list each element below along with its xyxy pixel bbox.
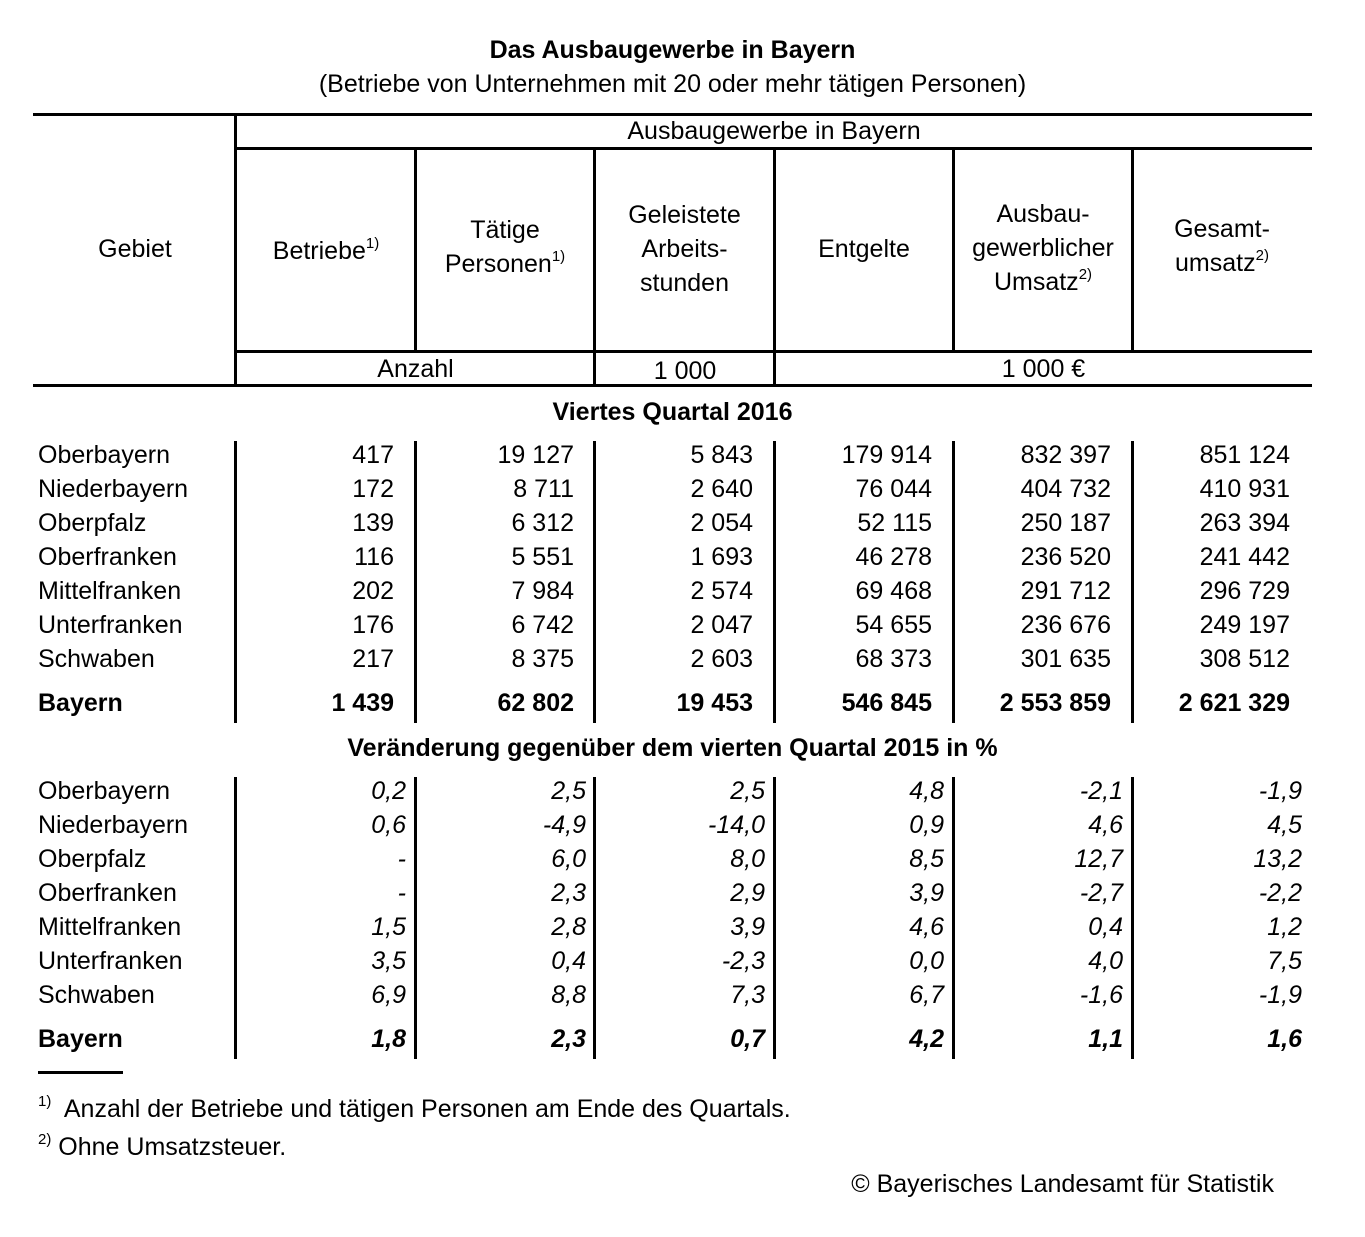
footnote-2-text: Ohne Umsatzsteuer. xyxy=(58,1133,287,1161)
row-region-name: Oberfranken xyxy=(38,543,177,571)
table-cell: 19 453 xyxy=(676,689,753,717)
table-cell: 2 553 859 xyxy=(999,689,1111,717)
table-row-total xyxy=(0,686,1365,720)
table-cell: 172 xyxy=(352,475,394,503)
header-gesamtumsatz xyxy=(1133,212,1311,280)
table-row xyxy=(0,910,1365,944)
header-gebiet: Gebiet xyxy=(98,235,172,263)
header-betriebe-label: Betriebe xyxy=(272,237,366,265)
footnote-ref-2b: 2) xyxy=(1255,247,1269,264)
footnote-2 xyxy=(38,1133,286,1162)
table-cell: 4,2 xyxy=(909,1025,944,1053)
table-cell: 241 442 xyxy=(1199,543,1290,571)
table-cell: 1 693 xyxy=(690,543,753,571)
table-cell: 68 373 xyxy=(855,645,932,673)
table-cell: 3,9 xyxy=(730,913,765,941)
table-cell: -2,1 xyxy=(1079,777,1123,805)
table-cell: 4,5 xyxy=(1267,811,1302,839)
header-arbeitsstunden-l3: stunden xyxy=(640,269,729,297)
table-cell: 179 914 xyxy=(841,441,932,469)
copyright: © Bayerisches Landesamt für Statistik xyxy=(851,1170,1274,1198)
table-cell: 5 551 xyxy=(511,543,574,571)
footnote-1-mark: 1) xyxy=(38,1093,52,1110)
table-cell: 2 574 xyxy=(690,577,753,605)
table-cell: 4,6 xyxy=(909,913,944,941)
row-region-name: Oberpfalz xyxy=(38,509,147,537)
table-cell: 4,0 xyxy=(1088,947,1123,975)
table-title: Das Ausbaugewerbe in Bayern xyxy=(489,36,856,64)
table-cell: 236 676 xyxy=(1020,611,1111,639)
row-region-name: Mittelfranken xyxy=(38,913,182,941)
table-cell: 296 729 xyxy=(1199,577,1290,605)
table-row xyxy=(0,876,1365,910)
table-cell: 832 397 xyxy=(1020,441,1111,469)
table-row xyxy=(0,472,1365,506)
table-cell: 410 931 xyxy=(1199,475,1290,503)
table-cell: -4,9 xyxy=(542,811,586,839)
table-cell: 2,5 xyxy=(551,777,586,805)
table-cell: 291 712 xyxy=(1020,577,1111,605)
row-region-name: Niederbayern xyxy=(38,811,189,839)
table-cell: -1,6 xyxy=(1079,981,1123,1009)
table-cell: 1 439 xyxy=(331,689,394,717)
header-ausbau-umsatz xyxy=(954,197,1132,299)
table-cell: 13,2 xyxy=(1253,845,1302,873)
table-cell: 2,5 xyxy=(730,777,765,805)
table-cell: 176 xyxy=(352,611,394,639)
header-arbeitsstunden-l2: Arbeits- xyxy=(641,235,728,263)
table-cell: 0,0 xyxy=(909,947,944,975)
table-cell: 5 843 xyxy=(690,441,753,469)
footnote-ref-1: 1) xyxy=(365,235,380,252)
row-region-name: Oberfranken xyxy=(38,879,177,907)
unit-anzahl: Anzahl xyxy=(377,355,454,383)
footnote-ref-2: 2) xyxy=(1078,266,1093,283)
section1-heading: Viertes Quartal 2016 xyxy=(552,398,793,426)
table-cell: 0,4 xyxy=(1088,913,1123,941)
header-ausbau-l2: gewerblicher xyxy=(972,234,1114,262)
row-region-name: Oberpfalz xyxy=(38,845,147,873)
table-row xyxy=(0,438,1365,472)
header-entgelte: Entgelte xyxy=(818,235,910,263)
row-region-name: Bayern xyxy=(38,689,123,717)
table-cell: 1,2 xyxy=(1267,913,1302,941)
row-region-name: Niederbayern xyxy=(38,475,189,503)
table-cell: 2 621 329 xyxy=(1178,689,1290,717)
table-cell: -2,3 xyxy=(721,947,765,975)
table-cell: 2 640 xyxy=(690,475,753,503)
table-row xyxy=(0,978,1365,1012)
table-cell: 404 732 xyxy=(1020,475,1111,503)
row-region-name: Oberbayern xyxy=(38,777,171,805)
table-cell: 62 802 xyxy=(497,689,574,717)
table-cell: 0,4 xyxy=(551,947,586,975)
table-cell: 308 512 xyxy=(1199,645,1290,673)
table-cell: 139 xyxy=(352,509,394,537)
table-cell: 0,9 xyxy=(909,811,944,839)
table-cell: 2,9 xyxy=(730,879,765,907)
table-cell: 202 xyxy=(352,577,394,605)
table-cell: 249 197 xyxy=(1199,611,1290,639)
footnote-1 xyxy=(38,1095,791,1124)
table-cell: 8,8 xyxy=(551,981,586,1009)
footnote-rule xyxy=(38,1071,123,1074)
table-cell: 1,5 xyxy=(371,913,406,941)
table-row-total xyxy=(0,1022,1365,1056)
table-cell: 4,6 xyxy=(1088,811,1123,839)
row-region-name: Unterfranken xyxy=(38,947,183,975)
table-row xyxy=(0,608,1365,642)
table-cell: 52 115 xyxy=(857,509,932,537)
table-cell: 6 312 xyxy=(511,509,574,537)
header-taetige-l2: Personen xyxy=(444,250,552,278)
table-cell: 4,8 xyxy=(909,777,944,805)
table-cell: -14,0 xyxy=(708,811,765,839)
table-cell: 116 xyxy=(354,543,394,571)
table-cell: 8,5 xyxy=(909,845,944,873)
table-cell: 1,6 xyxy=(1267,1025,1302,1053)
table-row xyxy=(0,574,1365,608)
table-cell: 1,8 xyxy=(371,1025,406,1053)
unit-euro: 1 000 € xyxy=(1001,355,1086,383)
table-cell: 76 044 xyxy=(855,475,932,503)
table-row xyxy=(0,506,1365,540)
table-cell: - xyxy=(397,879,406,907)
table-cell: 0,6 xyxy=(371,811,406,839)
unit-thousand: 1 000 xyxy=(653,357,717,385)
table-cell: 2,8 xyxy=(551,913,586,941)
table-cell: 6,7 xyxy=(909,981,944,1009)
table-cell: 6,9 xyxy=(371,981,406,1009)
table-cell: 3,9 xyxy=(909,879,944,907)
table-cell: 301 635 xyxy=(1020,645,1111,673)
table-cell: 0,2 xyxy=(371,777,406,805)
header-gesamt-l1: Gesamt- xyxy=(1174,215,1270,243)
table-cell: 54 655 xyxy=(855,611,932,639)
table-cell: 236 520 xyxy=(1020,543,1111,571)
table-cell: 2,3 xyxy=(551,1025,586,1053)
table-row xyxy=(0,944,1365,978)
table-cell: 7,3 xyxy=(730,981,765,1009)
table-cell: -1,9 xyxy=(1258,981,1302,1009)
table-cell: -2,7 xyxy=(1079,879,1123,907)
table-cell: -1,9 xyxy=(1258,777,1302,805)
row-region-name: Schwaben xyxy=(38,981,155,1009)
footnote-1-text: Anzahl der Betriebe und tätigen Personen am Ende des Quartals. xyxy=(63,1095,791,1123)
table-cell: 12,7 xyxy=(1074,845,1123,873)
table-cell: 7 984 xyxy=(511,577,574,605)
table-cell: 8,0 xyxy=(730,845,765,873)
header-betriebe xyxy=(236,234,416,268)
table-cell: 1,1 xyxy=(1088,1025,1123,1053)
table-cell: 250 187 xyxy=(1020,509,1111,537)
row-region-name: Unterfranken xyxy=(38,611,183,639)
table-subtitle: (Betriebe von Unternehmen mit 20 oder mehr tätigen Personen) xyxy=(318,70,1027,98)
table-cell: 6,0 xyxy=(551,845,586,873)
table-cell: 217 xyxy=(352,645,394,673)
table-cell: 3,5 xyxy=(371,947,406,975)
table-cell: 8 711 xyxy=(513,475,574,503)
table-cell: 6 742 xyxy=(511,611,574,639)
table-cell: 8 375 xyxy=(511,645,574,673)
header-arbeitsstunden xyxy=(595,198,774,300)
header-ausbau-l1: Ausbau- xyxy=(996,200,1090,228)
table-cell: 2 047 xyxy=(690,611,753,639)
table-row xyxy=(0,642,1365,676)
header-taetige-personen xyxy=(416,213,594,281)
header-gesamt-l2: umsatz xyxy=(1175,249,1256,277)
section2-heading: Veränderung gegenüber dem vierten Quartal 2015 in % xyxy=(347,734,998,762)
table-cell: 2,3 xyxy=(551,879,586,907)
table-cell: 7,5 xyxy=(1267,947,1302,975)
row-region-name: Schwaben xyxy=(38,645,155,673)
table-cell: 546 845 xyxy=(841,689,932,717)
table-row xyxy=(0,808,1365,842)
table-row xyxy=(0,540,1365,574)
table-cell: 46 278 xyxy=(855,543,932,571)
header-ausbau-l3: Umsatz xyxy=(993,268,1079,296)
header-arbeitsstunden-l1: Geleistete xyxy=(628,201,741,229)
header-group: Ausbaugewerbe in Bayern xyxy=(627,117,921,145)
footnote-2-mark: 2) xyxy=(38,1131,52,1148)
table-row xyxy=(0,774,1365,808)
table-cell: -2,2 xyxy=(1258,879,1302,907)
table-cell: - xyxy=(397,845,406,873)
table-cell: 69 468 xyxy=(855,577,932,605)
table-row xyxy=(0,842,1365,876)
row-region-name: Bayern xyxy=(38,1025,123,1053)
row-region-name: Oberbayern xyxy=(38,441,171,469)
table-cell: 0,7 xyxy=(730,1025,765,1053)
table-cell: 19 127 xyxy=(497,441,574,469)
footnote-ref-1b: 1) xyxy=(551,248,566,265)
header-taetige-l1: Tätige xyxy=(470,216,540,244)
table-cell: 2 054 xyxy=(690,509,753,537)
table-cell: 263 394 xyxy=(1199,509,1290,537)
table-cell: 851 124 xyxy=(1199,441,1290,469)
row-region-name: Mittelfranken xyxy=(38,577,182,605)
table-cell: 417 xyxy=(352,441,394,469)
table-cell: 2 603 xyxy=(690,645,753,673)
